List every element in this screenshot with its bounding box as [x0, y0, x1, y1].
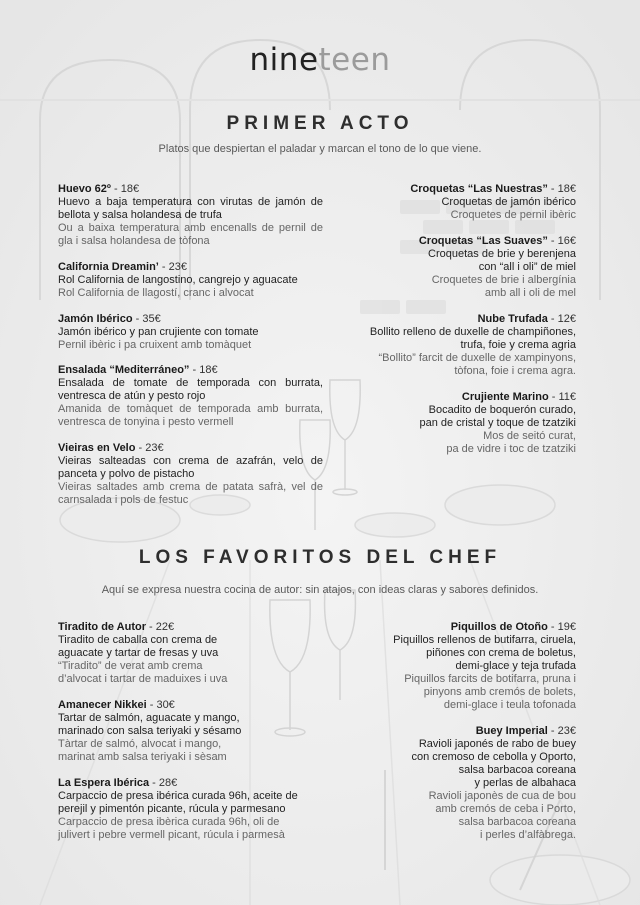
dish-name: Amanecer Nikkei [58, 699, 147, 711]
dish-description-ca: Ou a baixa temperatura amb encenalls de pernil de gla i salsa holandesa de tòfona [58, 222, 323, 247]
menu-item [58, 313, 323, 352]
dish-description-es: Rol California de langostino, cangrejo y aguacate [58, 274, 298, 286]
dish-description-es: Bollito relleno de duxelle de champiñones, [369, 326, 576, 338]
dish-description-es: piñones con crema de boletus, [426, 647, 576, 659]
dish-description-es: con “all i oli” de miel [478, 261, 576, 273]
dish-name: Ensalada “Mediterráneo” [58, 364, 190, 376]
dish-description-ca: “Tiradito” de verat amb crema [58, 660, 203, 672]
dish-description-ca: julivert i pebre vermell picant, rúcula i parmesà [58, 829, 285, 841]
dish-description-es: Carpaccio de presa ibérica curada 96h, aceite de [58, 790, 298, 802]
dish-description-ca: marinat amb salsa teriyaki i sèsam [58, 751, 227, 763]
dish-price: - 23€ [158, 261, 187, 273]
menu-item [58, 699, 323, 764]
dish-description-es: Ensalada de tomate de temporada con burrata, ventresca de atún y pesto rojo [58, 377, 323, 402]
dish-name: Buey Imperial [475, 725, 548, 737]
dish-description-ca: Piquillos farcits de botifarra, pruna i [404, 673, 576, 685]
menu-item [306, 725, 576, 842]
dish-description-es: aguacate y tartar de fresas y uva [58, 647, 219, 659]
dish-description-ca: Vieiras saltades amb crema de patata safrà, vel de carnsalada i pols de festuc [58, 481, 323, 506]
dish-description-es: pan de cristal y toque de tzatziki [419, 417, 576, 429]
dish-price: - 12€ [547, 313, 576, 325]
dish-price: - 16€ [547, 235, 576, 247]
menu-item [58, 183, 323, 248]
dish-price: - 19€ [547, 621, 576, 633]
dish-price: - 28€ [149, 777, 178, 789]
dish-description-ca: pinyons amb cremós de bolets, [423, 686, 576, 698]
dish-description-es: Vieiras salteadas con crema de azafrán, velo de panceta y polvo de pistacho [58, 455, 323, 480]
favoritos-left-column [58, 621, 323, 842]
dish-description-ca: i perles d’alfàbrega. [479, 829, 576, 841]
dish-description-es: marinado con salsa teriyaki y sésamo [58, 725, 242, 737]
dish-description-es: trufa, foie y crema agria [460, 339, 576, 351]
dish-description-es: Piquillos rellenos de butifarra, ciruela, [393, 634, 576, 646]
dish-description-ca: demi-glace i teula tofonada [443, 699, 576, 711]
menu-item [58, 261, 323, 300]
section-title-favoritos: LOS FAVORITOS DEL CHEF [138, 547, 502, 568]
dish-description-ca: Croquetes de brie i albergínia [431, 274, 576, 286]
dish-description-ca: Tàrtar de salmó, alvocat i mango, [58, 738, 222, 750]
primer-acto-left-column [58, 183, 323, 507]
menu-item [58, 621, 323, 686]
section-subtitle-primer-acto: Platos que despiertan el paladar y marcan el tono de lo que viene. [158, 143, 482, 155]
dish-description-ca: Croquetes de pernil ibèric [450, 209, 576, 221]
dish-description-es: salsa barbacoa coreana [458, 764, 576, 776]
dish-description-es: Croquetas de jamón ibérico [441, 196, 576, 208]
dish-price: - 23€ [135, 442, 164, 454]
dish-name: Tiradito de Autor [58, 621, 146, 633]
dish-name: Croquetas “Las Suaves” [418, 235, 548, 247]
dish-description-es: Tiradito de caballa con crema de [58, 634, 218, 646]
dish-name: La Espera Ibérica [58, 777, 150, 789]
dish-description-es: demi-glace y teja trufada [455, 660, 576, 672]
dish-description-ca: Amanida de tomàquet de temporada amb burrata, ventresca de tonyina i pesto vermell [58, 403, 323, 428]
dish-description-ca: tòfona, foie i crema agra. [454, 365, 576, 377]
dish-description-ca: amb all i oli de mel [484, 287, 576, 299]
dish-description-es: y perlas de albahaca [474, 777, 576, 789]
dish-name: Nube Trufada [477, 313, 548, 325]
restaurant-logo [0, 42, 640, 78]
menu-item [306, 313, 576, 378]
dish-price: - 18€ [189, 364, 218, 376]
menu-item [58, 442, 323, 507]
menu-item [306, 183, 576, 222]
dish-name: Huevo 62º [58, 183, 111, 195]
dish-price: - 18€ [547, 183, 576, 195]
dish-name: Crujiente Marino [461, 391, 549, 403]
menu-item [306, 391, 576, 456]
dish-name: California Dreamin’ [58, 261, 159, 273]
dish-description-es: Tartar de salmón, aguacate y mango, [58, 712, 240, 724]
menu-item [306, 621, 576, 712]
dish-description-ca: Mos de seitó curat, [483, 430, 576, 442]
dish-description-ca: Pernil ibèric i pa cruixent amb tomàquet [58, 339, 252, 351]
dish-price: - 11€ [548, 391, 576, 403]
dish-price: - 23€ [547, 725, 576, 737]
menu-item [306, 235, 576, 300]
dish-name: Piquillos de Otoño [450, 621, 548, 633]
dish-price: - 30€ [146, 699, 175, 711]
dish-description-es: Jamón ibérico y pan crujiente con tomate [58, 326, 259, 338]
dish-description-ca: d’alvocat i tartar de maduixes i uva [58, 673, 228, 685]
dish-description-ca: Ravioli japonès de cua de bou [428, 790, 576, 802]
menu-item [58, 777, 323, 842]
dish-price: - 18€ [110, 183, 140, 195]
dish-price: - 22€ [146, 621, 175, 633]
section-title-primer-acto: PRIMER ACTO [226, 113, 414, 134]
favoritos-right-column [306, 621, 576, 842]
dish-description-es: Bocadito de boquerón curado, [428, 404, 576, 416]
dish-description-ca: “Bollito” farcit de duxelle de xampinyons, [378, 352, 576, 364]
dish-description-es: con cremoso de cebolla y Oporto, [411, 751, 576, 763]
section-subtitle-favoritos: Aquí se expresa nuestra cocina de autor: sin atajos, con ideas claras y sabores definidos. [101, 584, 539, 596]
dish-description-es: perejil y pimentón picante, rúcula y parmesano [58, 803, 286, 815]
menu-item [58, 364, 323, 429]
logo-part-bold: nine [249, 42, 319, 78]
dish-name: Vieiras en Velo [58, 442, 136, 454]
dish-description-ca: amb cremós de ceba i Porto, [435, 803, 576, 815]
logo-part-light: teen [318, 42, 391, 78]
dish-description-es: Croquetas de brie y berenjena [428, 248, 576, 260]
dish-name: Jamón Ibérico [58, 313, 133, 325]
dish-name: Croquetas “Las Nuestras” [410, 183, 548, 195]
dish-description-ca: salsa barbacoa coreana [458, 816, 576, 828]
dish-price: - 35€ [132, 313, 161, 325]
dish-description-ca: Carpaccio de presa ibèrica curada 96h, oli de [58, 816, 280, 828]
primer-acto-right-column [306, 183, 576, 456]
dish-description-es: Ravioli japonés de rabo de buey [418, 738, 576, 750]
dish-description-ca: Rol California de llagostí, cranc i alvocat [58, 287, 254, 299]
dish-description-es: Huevo a baja temperatura con virutas de jamón de bellota y salsa holandesa de trufa [58, 196, 323, 221]
dish-description-ca: pa de vidre i toc de tzatziki [446, 443, 576, 455]
